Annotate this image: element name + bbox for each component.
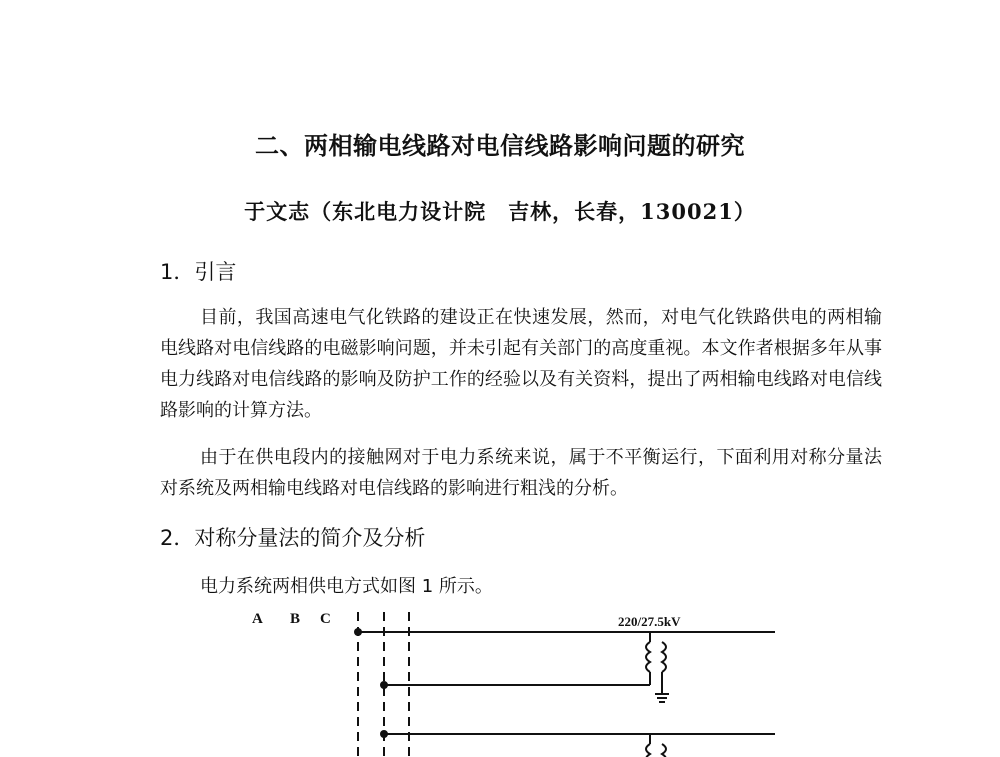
author-line: 于文志（东北电力设计院 吉林，长春，130021） <box>244 199 756 224</box>
junction-dot <box>380 681 388 689</box>
section-heading-symmetric-components: 2．对称分量法的简介及分析 <box>160 526 426 550</box>
paragraph: 由于在供电段内的接触网对于电力系统来说，属于不平衡运行，下面利用对称分量法对系统及两相输电线路对电信线路的影响进行粗浅的分析。 <box>160 447 882 499</box>
junction-dot <box>354 628 362 636</box>
phase-label-c: C <box>320 611 331 627</box>
junction-dot <box>380 730 388 738</box>
section-heading-intro: 1．引言 <box>160 260 237 284</box>
paper-title: 二、两相输电线路对电信线路影响问题的研究 <box>255 132 745 160</box>
figure-reference-text: 电力系统两相供电方式如图 1 所示。 <box>200 576 493 597</box>
primary-winding <box>646 642 650 672</box>
transformer-label: 220/27.5kV <box>618 614 681 629</box>
phase-label-a: A <box>252 611 263 627</box>
paragraph: 目前，我国高速电气化铁路的建设正在快速发展，然而，对电气化铁路供电的两相输电线路对电信线路的电磁影响问题，并未引起有关部门的高度重视。本文作者根据多年从事电力线路对电信线路的影响及防护工作的经验以及有关资料，提出了两相输电线路对电信线路影响的计算方法。 <box>160 307 882 421</box>
primary-winding-lower <box>646 744 650 757</box>
secondary-winding <box>662 642 666 672</box>
secondary-winding-lower <box>662 744 666 757</box>
phase-label-b: B <box>290 611 301 627</box>
